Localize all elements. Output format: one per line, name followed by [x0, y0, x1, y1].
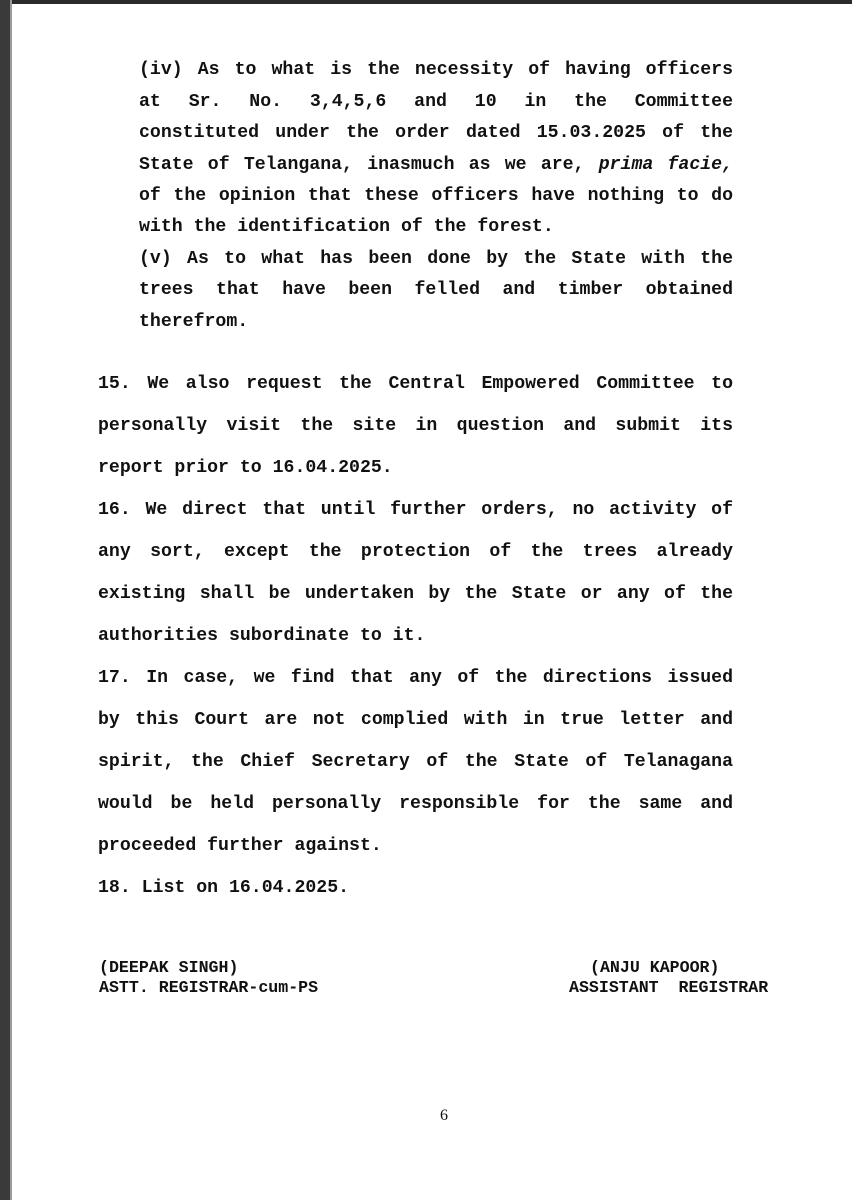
right-signatory-name: (ANJU KAPOOR)	[590, 958, 720, 977]
para-17-line-5: proceeded further against.	[98, 836, 382, 856]
para-16-line-3: existing shall be undertaken by the State or any of the	[98, 584, 733, 604]
prima-facie-italic: prima facie,	[598, 155, 733, 175]
item-iv-line-2: at Sr. No. 3,4,5,6 and 10 in the Committee	[139, 92, 733, 112]
para-16-line-4: authorities subordinate to it.	[98, 626, 426, 646]
item-v-line-3: therefrom.	[139, 312, 249, 332]
para-17-line-4: would be held personally responsible for the same and	[98, 794, 733, 814]
para-16-line-2: any sort, except the protection of the trees already	[98, 542, 733, 562]
right-signatory-title: ASSISTANT REGISTRAR	[569, 978, 769, 997]
item-iv-line-3: constituted under the order dated 15.03.2025 of the	[139, 123, 733, 143]
item-iv-line-4	[139, 154, 733, 176]
para-17-line-2: by this Court are not complied with in true letter and	[98, 710, 733, 730]
viewer-left-border	[0, 0, 10, 1200]
para-15-line-3: report prior to 16.04.2025.	[98, 458, 393, 478]
para-18-line-1: 18. List on 16.04.2025.	[98, 878, 350, 898]
para-15-line-2: personally visit the site in question and submit its	[98, 416, 733, 436]
item-v-line-2: trees that have been felled and timber obtained	[139, 280, 733, 300]
window-top-border	[0, 0, 852, 4]
item-v-line-1: (v) As to what has been done by the State with the	[139, 249, 733, 269]
item-iv-line-4-text: State of Telangana, inasmuch as we are,	[139, 155, 585, 175]
para-17-line-3: spirit, the Chief Secretary of the State of Telanagana	[98, 752, 733, 772]
para-16-line-1: 16. We direct that until further orders, no activity of	[98, 500, 733, 520]
left-signatory-title: ASTT. REGISTRAR-cum-PS	[99, 978, 319, 997]
left-signatory-name: (DEEPAK SINGH)	[99, 958, 239, 977]
para-17-line-1: 17. In case, we find that any of the directions issued	[98, 668, 733, 688]
item-iv-line-1: (iv) As to what is the necessity of having officers	[139, 60, 733, 80]
para-15-line-1: 15. We also request the Central Empowered Committee to	[98, 374, 733, 394]
item-iv-line-5: of the opinion that these officers have nothing to do	[139, 186, 733, 206]
page-number: 6	[440, 1107, 448, 1124]
item-iv-line-6: with the identification of the forest.	[139, 217, 554, 237]
